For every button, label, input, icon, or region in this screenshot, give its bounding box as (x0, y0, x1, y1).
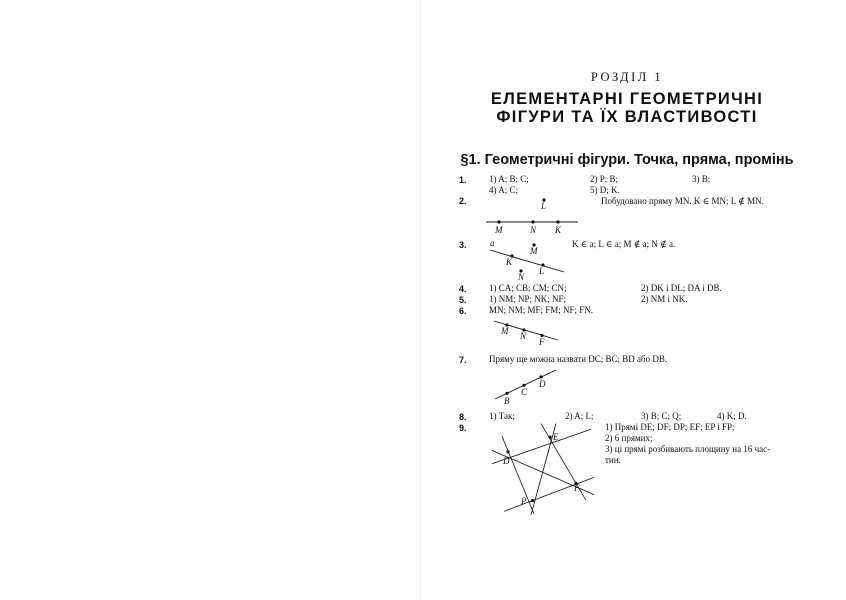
problem-1-answer-4: 4) A; C; (489, 185, 519, 195)
point-p (531, 499, 534, 502)
label-m: M (495, 225, 503, 235)
point-n (531, 220, 534, 223)
problem-9-line-2: 2) 6 прямих; (605, 433, 653, 443)
label-m: M (501, 326, 509, 336)
label-p: P (521, 496, 527, 506)
label-l: L (539, 266, 545, 276)
label-m: M (530, 246, 538, 256)
point-k (556, 220, 559, 223)
problem-4-number: 4. (459, 284, 467, 294)
problem-8-answer-3: 3) B; C; Q; (641, 411, 682, 421)
problem-8-number: 8. (459, 412, 467, 422)
label-k: K (506, 257, 513, 267)
problem-5-answer-2: 2) NM і NK. (641, 294, 688, 304)
label-a: a (490, 238, 495, 248)
point-b (505, 392, 508, 395)
problem-9-figure (486, 420, 600, 520)
problem-8-answer-1: 1) Так; (489, 411, 515, 421)
problem-8-answer-2: 2) A; L; (565, 411, 594, 421)
problem-7-number: 7. (459, 355, 467, 365)
point-m (497, 220, 500, 223)
label-d: D (503, 456, 510, 466)
problem-1-answer-5: 5) D; K. (590, 185, 620, 195)
problem-1-answer-1: 1) A; B; C; (489, 174, 529, 184)
problem-1-number: 1. (459, 175, 467, 185)
label-c: C (521, 387, 528, 397)
label-n: N (530, 225, 537, 235)
problem-2-text: Побудовано пряму MN. K ∈ MN; L ∉ MN. (601, 196, 764, 206)
label-f: F (539, 337, 545, 347)
line-a (490, 250, 564, 272)
problem-9-line-4: тин. (605, 455, 621, 465)
section-title: §1. Геометричні фігури. Точка, пряма, промінь (460, 152, 794, 168)
label-k: K (555, 225, 562, 235)
point-d (506, 450, 509, 453)
problem-7-figure (490, 366, 562, 406)
problem-8-answer-4: 4) K; D. (717, 411, 747, 421)
problem-1-answer-2: 2) P; B; (590, 174, 619, 184)
problem-3-number: 3. (459, 240, 467, 250)
problem-9-line-3: 3) ці прямі розбивають площину на 16 час- (605, 444, 771, 454)
problem-3-figure (484, 236, 574, 282)
problem-6-text: MN; NM; MF; FM; NF; FN. (489, 305, 594, 315)
label-d: D (539, 379, 546, 389)
line-fp (504, 477, 594, 511)
label-n: N (520, 331, 527, 341)
problem-7-text: Пряму ще можна назвати DC; BC; BD або DB. (489, 354, 668, 364)
problem-2-number: 2. (459, 196, 467, 206)
label-l: L (541, 201, 547, 211)
problem-2-figure (484, 192, 584, 236)
problem-4-answer-2: 2) DK і DL; DA і DB. (641, 283, 722, 293)
label-n: N (518, 272, 525, 282)
label-b: B (504, 396, 510, 406)
problem-1-answer-3: 3) B; (692, 174, 711, 184)
label-e: E (553, 432, 559, 442)
chapter-title-line-1: ЕЛЕМЕНТАРНІ ГЕОМЕТРИЧНІ (490, 90, 764, 108)
problem-9-number: 9. (459, 423, 467, 433)
problem-6-number: 6. (459, 306, 467, 316)
chapter-title-line-2: ФІГУРИ ТА ЇХ ВЛАСТИВОСТІ (496, 108, 758, 126)
problem-9-line-1: 1) Прямі DE; DF; DP; EF; EP і FP; (605, 422, 735, 432)
problem-5-answer-1: 1) NM; NP; NK; NF; (489, 294, 567, 304)
chapter-title (459, 90, 795, 126)
problem-3-text: K ∈ a; L ∈ a; M ∉ a; N ∉ a. (572, 239, 676, 249)
chapter-label: РОЗДІЛ 1 (590, 70, 664, 84)
point-e (548, 436, 551, 439)
problem-6-figure (484, 316, 564, 348)
line-dp (502, 436, 534, 514)
label-f: F (574, 483, 580, 493)
page-divider (420, 0, 421, 600)
problem-4-answer-1: 1) CA; CB; CM; CN; (489, 283, 567, 293)
problem-5-number: 5. (459, 295, 467, 305)
